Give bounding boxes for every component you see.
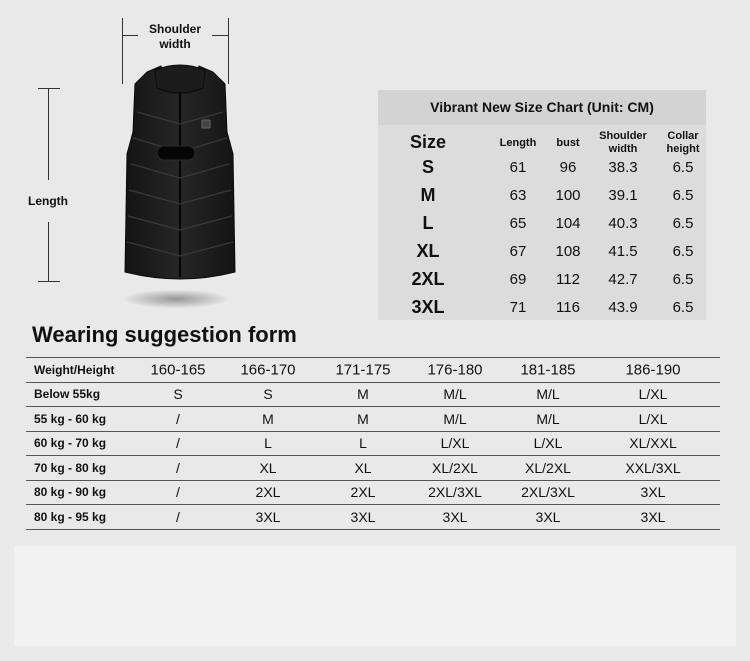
size-suggestion-cell: XL/XXL: [629, 435, 677, 452]
weight-label: 80 kg - 95 kg: [34, 509, 107, 524]
size-chart-header-bust: bust: [556, 137, 580, 149]
size-suggestion-cell: 3XL: [442, 508, 468, 525]
size-chart-length-cell: 63: [509, 187, 527, 204]
size-suggestion-cell: L/XL: [638, 386, 668, 403]
size-chart-shoulder-cell: 42.7: [608, 271, 638, 288]
size-suggestion-cell: M/L: [536, 386, 560, 403]
size-suggestion-cell: 3XL: [350, 508, 376, 525]
size-chart-bust-cell: 104: [555, 215, 581, 232]
size-chart-length-cell: 69: [509, 271, 527, 288]
size-suggestion-cell: M: [262, 410, 274, 427]
wearing-form-header-row: [26, 357, 720, 382]
size-suggestion-cell: M: [357, 410, 369, 427]
wearing-form-table: [26, 357, 720, 530]
wearing-form-row: [26, 455, 720, 480]
size-chart-size-cell: 2XL: [411, 269, 445, 289]
size-suggestion-cell: /: [176, 459, 180, 476]
size-suggestion-cell: M: [357, 386, 369, 403]
height-header-cell: 171-175: [335, 361, 391, 379]
size-suggestion-cell: 2XL/3XL: [428, 484, 482, 501]
size-chart-size-cell: S: [421, 157, 434, 177]
height-header-cell: 166-170: [240, 361, 296, 379]
wearing-form-header-label: Weight/Height: [34, 362, 115, 377]
length-top-tick: [38, 88, 60, 89]
size-chart-bust-cell: 108: [555, 243, 581, 260]
weight-label: 55 kg - 60 kg: [34, 411, 107, 426]
size-chart-size-cell: XL: [416, 241, 440, 261]
size-chart-size-cell: M: [420, 185, 436, 205]
size-chart-shoulder-cell: 38.3: [608, 159, 638, 176]
size-chart-bust-cell: 100: [555, 187, 581, 204]
weight-label: 80 kg - 90 kg: [34, 485, 107, 500]
size-chart-size-cell: L: [422, 213, 434, 233]
wearing-form-title: Wearing suggestion form: [32, 322, 297, 347]
size-suggestion-cell: 2XL: [350, 484, 376, 501]
height-header-cell: 181-185: [520, 361, 576, 379]
size-suggestion-cell: L/XL: [638, 410, 668, 427]
shoulder-label-line2: width: [159, 37, 191, 51]
vest-illustration: [105, 62, 255, 292]
length-bottom-line: [48, 222, 49, 281]
size-chart-collar-cell: 6.5: [672, 187, 694, 204]
size-chart-size-cell: 3XL: [411, 297, 445, 317]
size-chart-length-cell: 67: [509, 243, 527, 260]
size-chart-length-cell: 71: [509, 299, 527, 316]
size-suggestion-cell: 2XL/3XL: [521, 484, 575, 501]
size-chart-header-length: Length: [499, 137, 537, 149]
length-bottom-tick: [38, 281, 60, 282]
length-top-line: [48, 88, 49, 180]
size-suggestion-cell: M/L: [536, 410, 560, 427]
size-suggestion-cell: 3XL: [535, 508, 561, 525]
wearing-form-row: [26, 480, 720, 505]
size-chart-length-cell: 61: [509, 159, 527, 176]
size-chart-bust-cell: 112: [556, 271, 580, 288]
size-chart-header-shoulder: Shoulder width: [599, 130, 647, 155]
size-suggestion-cell: S: [173, 386, 183, 403]
size-suggestion-cell: L: [359, 435, 367, 452]
weight-label: 70 kg - 80 kg: [34, 460, 107, 475]
height-header-cell: 160-165: [150, 361, 206, 379]
size-suggestion-cell: L/XL: [440, 435, 470, 452]
size-suggestion-cell: 3XL: [640, 484, 666, 501]
size-chart-header-size: Size: [409, 132, 447, 152]
size-suggestion-cell: /: [176, 410, 180, 427]
shoulder-left-line: [122, 35, 138, 36]
shoulder-width-label: [140, 22, 210, 52]
size-suggestion-cell: /: [176, 508, 180, 525]
size-suggestion-cell: XL: [354, 459, 372, 476]
size-chart-title: Vibrant New Size Chart (Unit: CM): [378, 90, 706, 125]
size-suggestion-cell: XL/2XL: [432, 459, 478, 476]
wearing-form-row: [26, 504, 720, 530]
size-chart-shoulder-cell: 41.5: [608, 243, 638, 260]
size-suggestion-cell: M/L: [443, 410, 467, 427]
height-header-cell: 176-180: [427, 361, 483, 379]
weight-label: 60 kg - 70 kg: [34, 436, 107, 451]
wearing-form-row: [26, 406, 720, 431]
size-suggestion-cell: XXL/3XL: [625, 459, 681, 476]
size-suggestion-cell: L: [264, 435, 272, 452]
bottom-panel: [14, 546, 736, 646]
size-suggestion-cell: S: [263, 386, 273, 403]
size-suggestion-cell: L/XL: [533, 435, 563, 452]
shoulder-right-line: [212, 35, 228, 36]
size-chart-collar-cell: 6.5: [672, 215, 694, 232]
wearing-form-row: [26, 431, 720, 456]
size-chart-collar-cell: 6.5: [672, 299, 694, 316]
size-chart-collar-cell: 6.5: [672, 159, 694, 176]
shoulder-label-line1: Shoulder: [148, 22, 201, 36]
vest-shadow: [125, 290, 227, 308]
size-suggestion-cell: /: [176, 435, 180, 452]
size-chart-shoulder-cell: 43.9: [608, 299, 638, 316]
size-chart-collar-cell: 6.5: [672, 271, 694, 288]
size-suggestion-cell: XL/2XL: [525, 459, 571, 476]
size-suggestion-cell: M/L: [443, 386, 467, 403]
size-chart-collar-cell: 6.5: [672, 243, 694, 260]
weight-label: Below 55kg: [34, 387, 101, 402]
wearing-form-row: [26, 382, 720, 407]
size-suggestion-cell: XL: [259, 459, 277, 476]
size-chart-bust-cell: 116: [556, 299, 580, 316]
vest-image: [105, 62, 255, 312]
size-suggestion-cell: /: [176, 484, 180, 501]
size-chart-bust-cell: 96: [559, 159, 577, 176]
size-chart-shoulder-cell: 40.3: [608, 215, 638, 232]
size-suggestion-cell: 3XL: [640, 508, 666, 525]
size-chart-shoulder-cell: 39.1: [608, 187, 638, 204]
length-label: Length: [28, 194, 68, 208]
size-suggestion-cell: 2XL: [255, 484, 281, 501]
height-header-cell: 186-190: [625, 361, 681, 379]
size-chart-header-collar: Collar height: [666, 130, 700, 155]
size-chart-length-cell: 65: [509, 215, 527, 232]
size-suggestion-cell: 3XL: [255, 508, 281, 525]
